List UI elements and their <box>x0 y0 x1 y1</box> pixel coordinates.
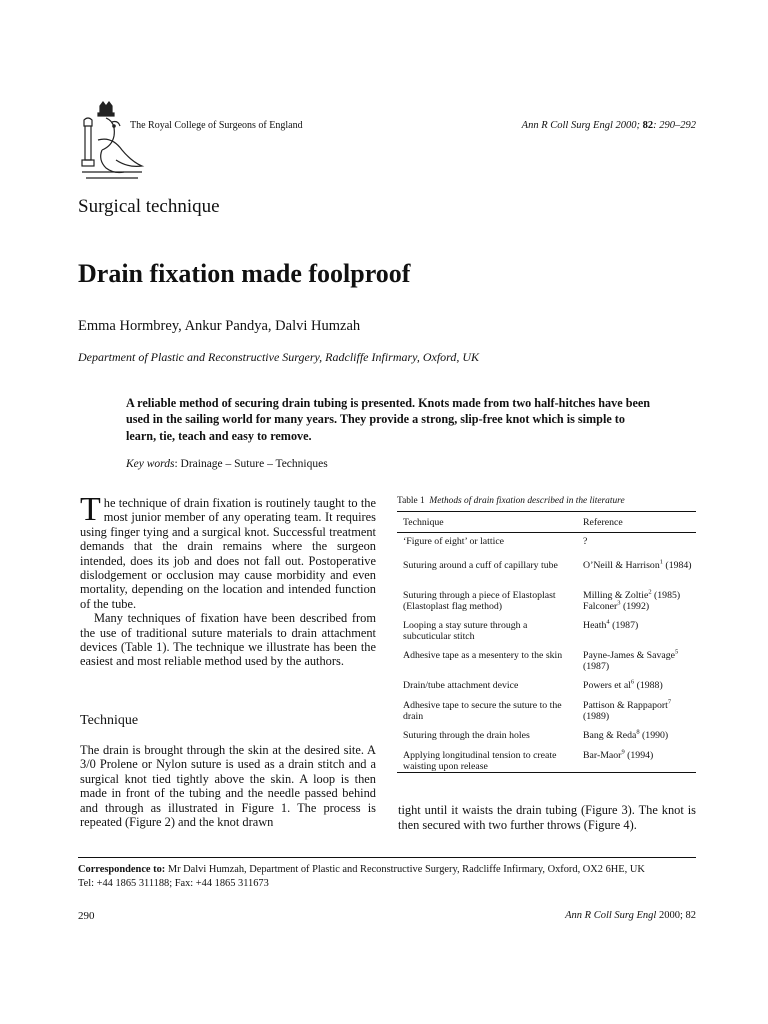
technique-cell: Adhesive tape as a mesentery to the skin <box>403 650 563 661</box>
body-intro <box>80 491 376 669</box>
reference-cell <box>583 590 699 612</box>
reference-text: ? <box>583 536 588 547</box>
footer-journal: Ann R Coll Surg Engl <box>565 910 657 921</box>
reference-text: O’Neill & Harrison <box>583 560 660 571</box>
journal-citation <box>522 120 696 131</box>
reference-citation-number: 2 <box>648 588 652 596</box>
college-crest-logo <box>76 100 148 186</box>
correspondence-label: Correspondence to: <box>78 864 166 875</box>
reference-citation-number: 1 <box>659 558 663 566</box>
keywords-value: : Drainage – Suture – Techniques <box>174 458 328 470</box>
reference-citation-number: 4 <box>606 618 610 626</box>
author-list: Emma Hormbrey, Ankur Pandya, Dalvi Humzah <box>78 318 361 334</box>
correspondence-contact: Tel: +44 1865 311188; Fax: +44 1865 311673 <box>78 878 269 889</box>
reference-citation-number: 5 <box>674 648 679 656</box>
reference-text: (1987) <box>583 661 610 672</box>
reference-cell <box>583 730 699 741</box>
table-caption <box>397 496 625 506</box>
citation-year: 2000; <box>612 120 643 131</box>
technique-cell: Adhesive tape to secure the suture to the drain <box>403 700 562 722</box>
reference-citation-number: 3 <box>617 599 621 607</box>
table-label: Table 1 <box>397 496 425 506</box>
citation-pages: : 290–292 <box>653 120 696 131</box>
technique-cell: Applying longitudinal tension to create waisting upon release <box>403 750 557 772</box>
continued-text: tight until it waists the drain tubing (Figure 3). The knot is then secured with two further throws (Figure 4). <box>398 803 696 832</box>
reference-text: (1994) <box>624 750 654 761</box>
keywords <box>126 458 328 470</box>
citation-volume: 82 <box>642 120 654 131</box>
college-name: The Royal College of Surgeons of England <box>130 120 303 131</box>
article-title: Drain fixation made foolproof <box>78 259 411 288</box>
reference-text: (1984) <box>662 560 692 571</box>
technique-cell: Drain/tube attachment device <box>403 680 519 691</box>
correspondence-address: Mr Dalvi Humzah, Department of Plastic and Reconstructive Surgery, Radcliffe Infirmary, Oxford, OX2 6HE, UK <box>165 864 645 875</box>
running-footer <box>565 910 696 921</box>
keywords-label: Key words <box>126 458 175 470</box>
reference-text: Milling & Zoltie <box>583 590 649 601</box>
drop-cap: T <box>80 491 101 528</box>
reference-text: (1988) <box>634 680 663 691</box>
technique-heading: Technique <box>80 713 139 728</box>
affiliation: Department of Plastic and Reconstructive Surgery, Radcliffe Infirmary, Oxford, UK <box>78 350 480 364</box>
reference-text: (1985) Falconer <box>583 590 681 612</box>
reference-cell <box>583 700 699 722</box>
reference-citation-number: 6 <box>630 678 635 686</box>
reference-cell <box>583 620 699 631</box>
citation-journal: Ann R Coll Surg Engl <box>521 120 613 131</box>
reference-text: Pattison & Rappaport <box>583 700 668 711</box>
reference-text: Heath <box>583 620 607 631</box>
technique-paragraph: The drain is brought through the skin at the desired site. A 3/0 Prolene or Nylon suture is used as a drain stitch and a surgical knot tied tightly above the skin. A loop is then made in front of the tubing and the needle passed behind and through as illustrated in Figure 1. The process is repeated (Figure 2) and the knot drawn <box>80 743 376 830</box>
reference-text: (1987) <box>609 620 639 631</box>
reference-cell <box>583 560 699 571</box>
second-paragraph: Many techniques of fixation have been described from the use of traditional suture materials to drain attachment devices (Table 1). The technique we illustrate has been the easiest and most reliable method used by the authors. <box>80 611 376 669</box>
reference-cell <box>583 750 699 761</box>
reference-text: Bang & Reda <box>583 730 637 741</box>
correspondence <box>78 863 698 891</box>
technique-cell: Suturing through the drain holes <box>403 730 530 741</box>
header-reference: Reference <box>583 517 623 528</box>
technique-cell: Looping a stay suture through a subcuticular stitch <box>403 620 528 642</box>
technique-cell: Suturing through a piece of Elastoplast (Elastoplast flag method) <box>403 590 556 612</box>
header-technique: Technique <box>403 517 444 528</box>
abstract: A reliable method of securing drain tubing is presented. Knots made from two half-hitches have been used in the sailing world for many years. They provide a strong, slip-free knot which is simple to learn, tie, teach and easy to remove. <box>126 396 651 443</box>
table-caption-text: Methods of drain fixation described in the literature <box>429 496 625 506</box>
table-top-rule <box>397 511 696 512</box>
intro-text: he technique of drain fixation is routinely taught to the most junior member of any operating team. It requires using finger tying and a surgical knot. Successful treatment demands that the drain remains where the surgeon intended, does its job and does not fall out. Postoperative dislodgement or occlusion may cause morbidity and even mortality, depending on the location and intended function of the tube. <box>80 496 376 611</box>
section-label: Surgical technique <box>78 196 220 217</box>
reference-text: Powers et al <box>583 680 631 691</box>
reference-text: (1989) <box>583 711 610 722</box>
reference-citation-number: 9 <box>621 748 625 756</box>
page-number: 290 <box>78 910 95 922</box>
footer-rule <box>78 857 696 858</box>
reference-text: Bar-Maor <box>583 750 622 761</box>
technique-cell: ‘Figure of eight’ or lattice <box>403 536 505 547</box>
reference-text: (1990) <box>639 730 669 741</box>
technique-cell: Suturing around a cuff of capillary tube <box>403 560 558 571</box>
reference-text: (1992) <box>620 601 650 612</box>
footer-year-volume: 2000; 82 <box>656 910 696 921</box>
reference-citation-number: 7 <box>667 698 672 706</box>
reference-citation-number: 8 <box>636 728 640 736</box>
table-header-rule <box>397 532 696 533</box>
technique-body <box>80 743 376 829</box>
reference-text: Payne-James & Savage <box>583 650 675 661</box>
reference-cell <box>583 650 699 672</box>
table-bottom-rule <box>397 772 696 773</box>
intro-paragraph <box>80 491 376 611</box>
reference-cell <box>583 680 699 691</box>
reference-cell <box>583 536 699 547</box>
